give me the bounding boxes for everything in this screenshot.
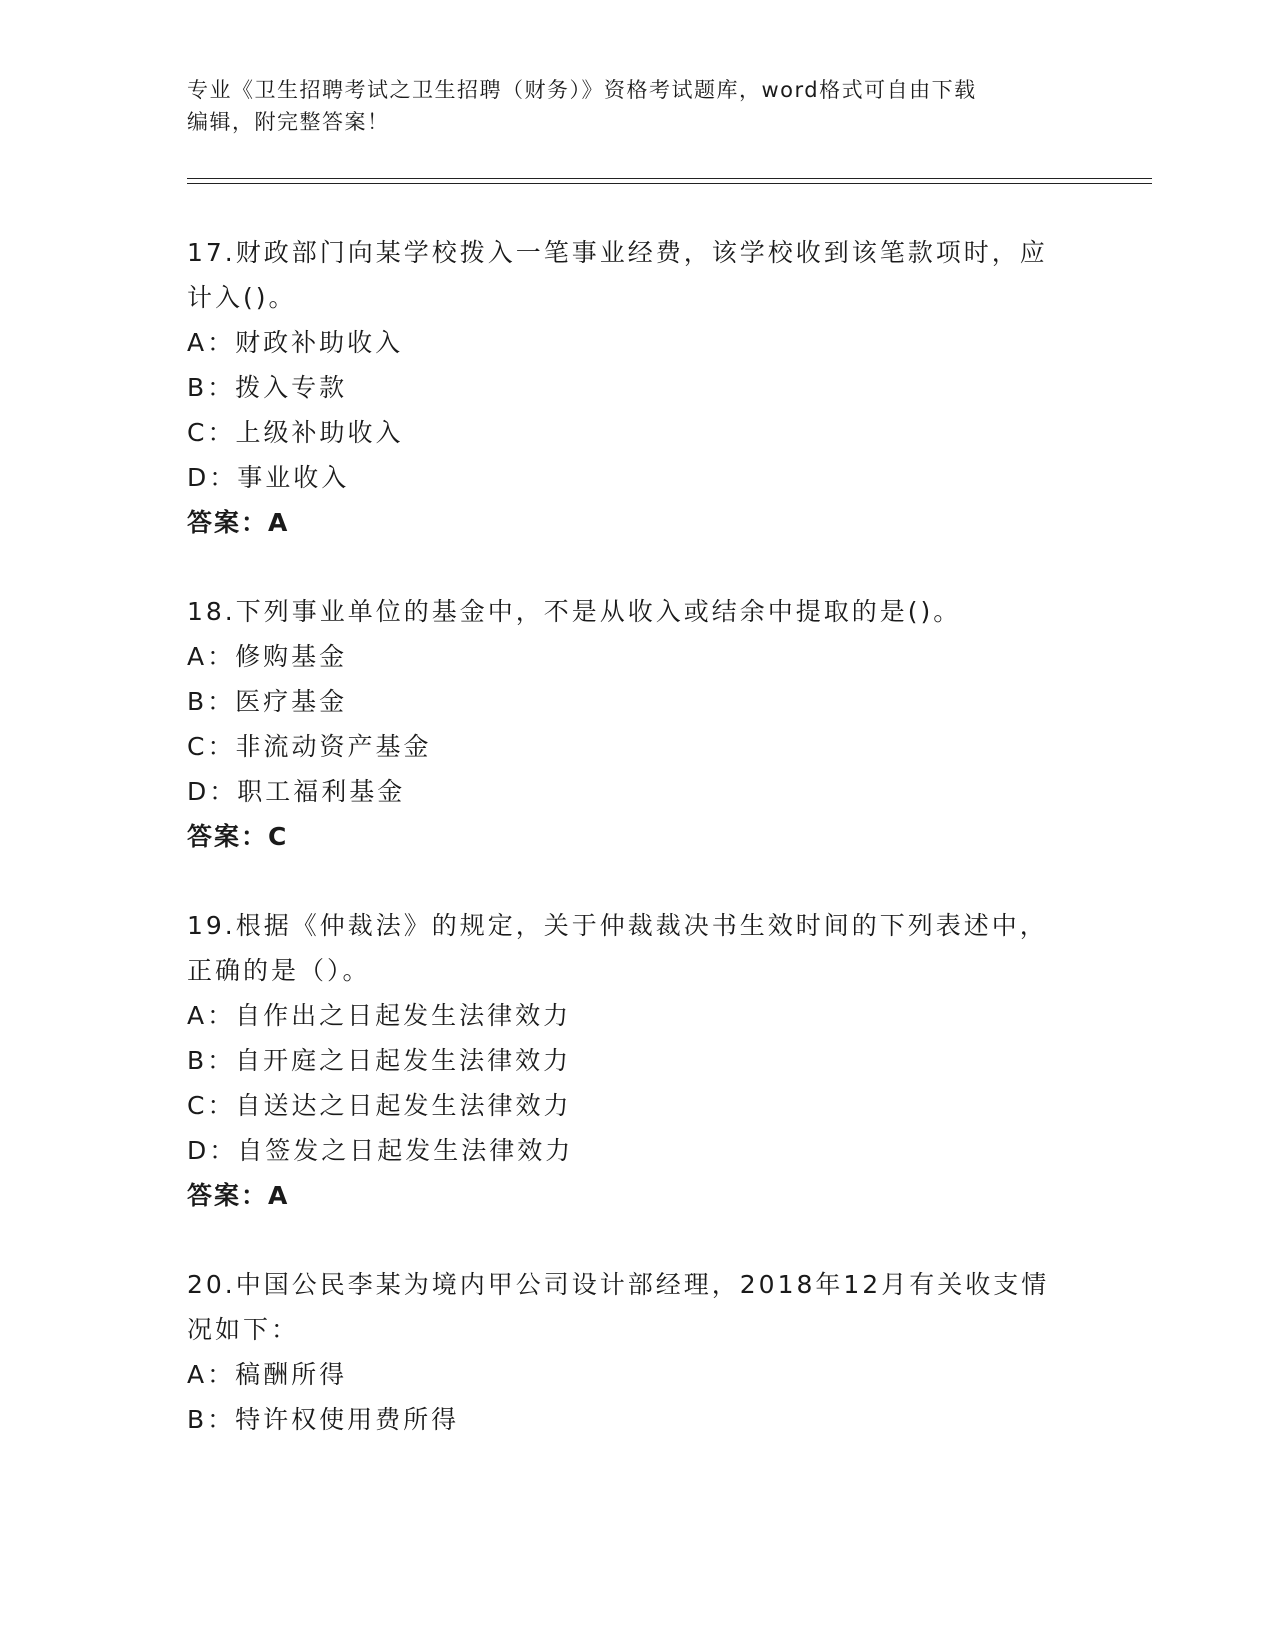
question-stem: 17.财政部门向某学校拨入一笔事业经费，该学校收到该笔款项时，应 bbox=[187, 238, 1048, 267]
question-19 bbox=[187, 903, 1087, 1218]
question-18 bbox=[187, 589, 1087, 859]
question-stem-continued: 况如下： bbox=[187, 1315, 300, 1344]
header-rule-top bbox=[187, 178, 1152, 179]
option-b: B：自开庭之日起发生法律效力 bbox=[187, 1046, 572, 1075]
question-17 bbox=[187, 230, 1087, 545]
answer-line: 答案：A bbox=[187, 508, 290, 537]
question-list bbox=[187, 230, 1087, 1442]
option-d: D：事业收入 bbox=[187, 463, 350, 492]
option-a: A：财政补助收入 bbox=[187, 328, 404, 357]
question-stem: 18.下列事业单位的基金中，不是从收入或结余中提取的是()。 bbox=[187, 597, 962, 626]
option-b: B：医疗基金 bbox=[187, 687, 348, 716]
option-a: A：自作出之日起发生法律效力 bbox=[187, 1001, 572, 1030]
option-c: C：上级补助收入 bbox=[187, 418, 404, 447]
option-b: B：拨入专款 bbox=[187, 373, 348, 402]
option-d: D：自签发之日起发生法律效力 bbox=[187, 1136, 574, 1165]
header-line-2: 编辑，附完整答案！ bbox=[187, 110, 390, 134]
option-a: A：修购基金 bbox=[187, 642, 348, 671]
option-b: B：特许权使用费所得 bbox=[187, 1405, 460, 1434]
document-header bbox=[187, 74, 1067, 138]
question-stem: 19.根据《仲裁法》的规定，关于仲裁裁决书生效时间的下列表述中， bbox=[187, 911, 1048, 940]
option-c: C：自送达之日起发生法律效力 bbox=[187, 1091, 572, 1120]
option-a: A：稿酬所得 bbox=[187, 1360, 348, 1389]
question-stem-continued: 正确的是（）。 bbox=[187, 956, 371, 985]
answer-line: 答案：A bbox=[187, 1181, 290, 1210]
option-c: C：非流动资产基金 bbox=[187, 732, 432, 761]
header-rule-bottom bbox=[187, 183, 1152, 184]
option-d: D：职工福利基金 bbox=[187, 777, 406, 806]
question-20 bbox=[187, 1262, 1087, 1442]
header-line-1: 专业《卫生招聘考试之卫生招聘（财务）》资格考试题库，word格式可自由下载 bbox=[187, 78, 977, 102]
answer-line: 答案：C bbox=[187, 822, 289, 851]
question-stem: 20.中国公民李某为境内甲公司设计部经理，2018年12月有关收支情 bbox=[187, 1270, 1050, 1299]
question-stem-continued: 计入()。 bbox=[187, 283, 297, 312]
